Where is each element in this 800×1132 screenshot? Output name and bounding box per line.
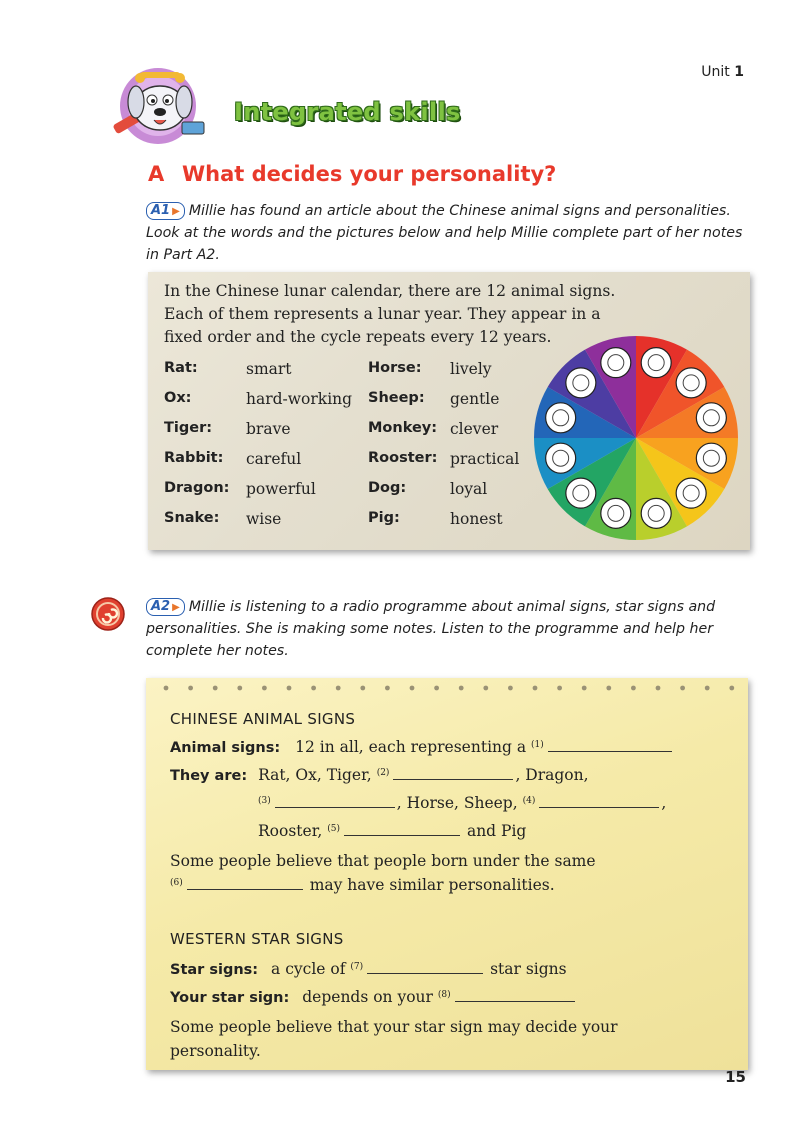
- section-title: What decides your personality?: [182, 162, 557, 186]
- belief-line: personality.: [170, 1042, 261, 1060]
- binder-holes-icon: [158, 684, 738, 692]
- binder-hole: [287, 686, 292, 691]
- a1-line2: Look at the words and the pictures below and help Millie complete part of her notes: [146, 225, 743, 241]
- binder-hole: [188, 686, 193, 691]
- they-are-text: ,: [661, 794, 667, 812]
- intro-line: Each of them represents a lunar year. They appear in a: [164, 305, 601, 323]
- a2-line3: complete her notes.: [146, 643, 289, 659]
- binder-hole: [557, 686, 562, 691]
- binder-hole: [680, 686, 685, 691]
- binder-hole: [606, 686, 611, 691]
- answer-blank-5[interactable]: [344, 823, 460, 836]
- animal-trait: wise: [246, 510, 282, 528]
- listening-icon: [90, 596, 126, 632]
- animal-trait: practical: [450, 450, 520, 468]
- binder-hole: [336, 686, 341, 691]
- animal-trait: smart: [246, 360, 292, 378]
- animal-medallion-icon: [641, 498, 671, 528]
- animal-signs-card: [148, 272, 750, 550]
- intro-line: fixed order and the cycle repeats every 12 years.: [164, 328, 552, 346]
- animal-signs-label: Animal signs:: [170, 740, 281, 756]
- belief-line: Some people believe that your star sign may decide your: [170, 1018, 618, 1036]
- binder-hole: [508, 686, 513, 691]
- answer-blank-7[interactable]: [367, 961, 483, 974]
- animal-name: Monkey:: [368, 420, 438, 436]
- animal-name: Dragon:: [164, 480, 230, 496]
- binder-hole: [311, 686, 316, 691]
- animal-trait: careful: [246, 450, 302, 468]
- animal-medallion-icon: [566, 478, 596, 508]
- animal-medallion-icon: [676, 368, 706, 398]
- binder-hole: [237, 686, 242, 691]
- blank-number: (3): [258, 796, 271, 806]
- animal-trait: hard-working: [246, 390, 353, 408]
- animal-name: Rabbit:: [164, 450, 224, 466]
- a1-line1: Millie has found an article about the Chinese animal signs and personalities.: [188, 203, 731, 219]
- answer-blank-2[interactable]: [393, 767, 513, 780]
- blank-number: (8): [437, 990, 451, 1000]
- they-are-text: , Dragon,: [515, 766, 589, 784]
- binder-hole: [164, 686, 169, 691]
- star-signs-row: [170, 960, 567, 978]
- play-arrow-icon: ▶: [172, 602, 180, 613]
- answer-blank-6[interactable]: [187, 877, 303, 890]
- animal-medallion-icon: [601, 498, 631, 528]
- chinese-heading: CHINESE ANIMAL SIGNS: [170, 710, 356, 728]
- your-sign-text: depends on your: [302, 988, 433, 1006]
- animal-trait: brave: [246, 420, 291, 438]
- section-letter: A: [148, 162, 165, 186]
- animal-trait: honest: [450, 510, 503, 528]
- they-are-text: , Horse, Sheep,: [396, 794, 518, 812]
- blank-number: (7): [350, 962, 364, 972]
- binder-hole: [631, 686, 636, 691]
- animal-signs-text: 12 in all, each representing a: [295, 738, 527, 756]
- a2-badge: A2 ▶: [146, 598, 185, 616]
- animal-name: Tiger:: [164, 420, 213, 436]
- your-sign-row: [170, 988, 577, 1006]
- they-are-row: [170, 766, 589, 784]
- binder-hole: [213, 686, 218, 691]
- binder-hole: [533, 686, 538, 691]
- binder-hole: [434, 686, 439, 691]
- binder-hole: [410, 686, 415, 691]
- star-signs-tail: star signs: [490, 960, 567, 978]
- a2-line1: Millie is listening to a radio programme about animal signs, star signs and: [188, 599, 716, 615]
- animal-trait: loyal: [450, 480, 488, 498]
- animal-medallion-icon: [696, 443, 726, 473]
- a1-line3: in Part A2.: [146, 247, 220, 263]
- animal-medallion-icon: [546, 403, 576, 433]
- they-are-row-3: [258, 822, 526, 840]
- animal-medallion-icon: [641, 348, 671, 378]
- belief-line: Some people believe that people born under the same: [170, 852, 596, 870]
- unit-number: 1: [734, 64, 744, 80]
- answer-blank-1[interactable]: [548, 739, 672, 752]
- mascot-dog-icon: [110, 62, 230, 146]
- animal-trait: powerful: [246, 480, 316, 498]
- binder-hole: [262, 686, 267, 691]
- animal-trait: clever: [450, 420, 499, 438]
- blank-number: (5): [327, 824, 341, 834]
- belief-line-2: [170, 876, 555, 894]
- animal-medallion-icon: [546, 443, 576, 473]
- animal-signs-row: [170, 738, 674, 756]
- notes-paper: [146, 678, 748, 1070]
- unit-label: [701, 64, 744, 80]
- rooster-text: Rooster,: [258, 822, 323, 840]
- intro-line: In the Chinese lunar calendar, there are 12 animal signs.: [164, 282, 616, 300]
- animal-medallion-icon: [676, 478, 706, 508]
- animal-name: Snake:: [164, 510, 220, 526]
- binder-hole: [582, 686, 587, 691]
- western-heading: WESTERN STAR SIGNS: [170, 930, 344, 948]
- answer-blank-4[interactable]: [539, 795, 659, 808]
- binder-hole: [385, 686, 390, 691]
- and-pig-text: and Pig: [466, 822, 527, 840]
- star-signs-label: Star signs:: [170, 962, 259, 978]
- blank-number: (1): [531, 740, 544, 750]
- a1-instruction: [146, 200, 746, 266]
- animal-name: Ox:: [164, 390, 192, 406]
- they-are-row-2: [258, 794, 666, 812]
- binder-hole: [360, 686, 365, 691]
- blank-number: (2): [376, 768, 390, 778]
- answer-blank-3[interactable]: [275, 795, 395, 808]
- star-signs-text: a cycle of: [271, 960, 346, 978]
- animal-medallion-icon: [566, 368, 596, 398]
- blank-number: (6): [170, 878, 183, 888]
- animal-name: Sheep:: [368, 390, 425, 406]
- binder-hole: [483, 686, 488, 691]
- animal-trait: lively: [450, 360, 492, 378]
- a2-instruction: [146, 596, 746, 662]
- animal-medallion-icon: [601, 348, 631, 378]
- they-are-label: They are:: [170, 768, 248, 784]
- animal-medallion-icon: [696, 403, 726, 433]
- a2-line2: personalities. She is making some notes. Listen to the programme and help her: [146, 621, 714, 637]
- a1-badge: A1 ▶: [146, 202, 185, 220]
- animal-name: Rooster:: [368, 450, 438, 466]
- animal-name: Horse:: [368, 360, 422, 376]
- binder-hole: [656, 686, 661, 691]
- animal-name: Dog:: [368, 480, 407, 496]
- section-heading: [148, 162, 556, 186]
- page-title: Integrated skills: [234, 98, 461, 126]
- binder-hole: [729, 686, 734, 691]
- answer-blank-8[interactable]: [455, 989, 575, 1002]
- page-number: 15: [725, 1068, 746, 1086]
- your-sign-label: Your star sign:: [170, 990, 290, 1006]
- zodiac-wheel-icon: [530, 332, 742, 544]
- unit-word: Unit: [701, 64, 730, 80]
- belief-text: may have similar personalities.: [309, 876, 555, 894]
- binder-hole: [705, 686, 710, 691]
- they-are-text: Rat, Ox, Tiger,: [258, 766, 372, 784]
- animal-name: Pig:: [368, 510, 400, 526]
- animal-trait: gentle: [450, 390, 500, 408]
- binder-hole: [459, 686, 464, 691]
- blank-number: (4): [522, 796, 536, 806]
- animal-name: Rat:: [164, 360, 198, 376]
- play-arrow-icon: ▶: [172, 206, 180, 217]
